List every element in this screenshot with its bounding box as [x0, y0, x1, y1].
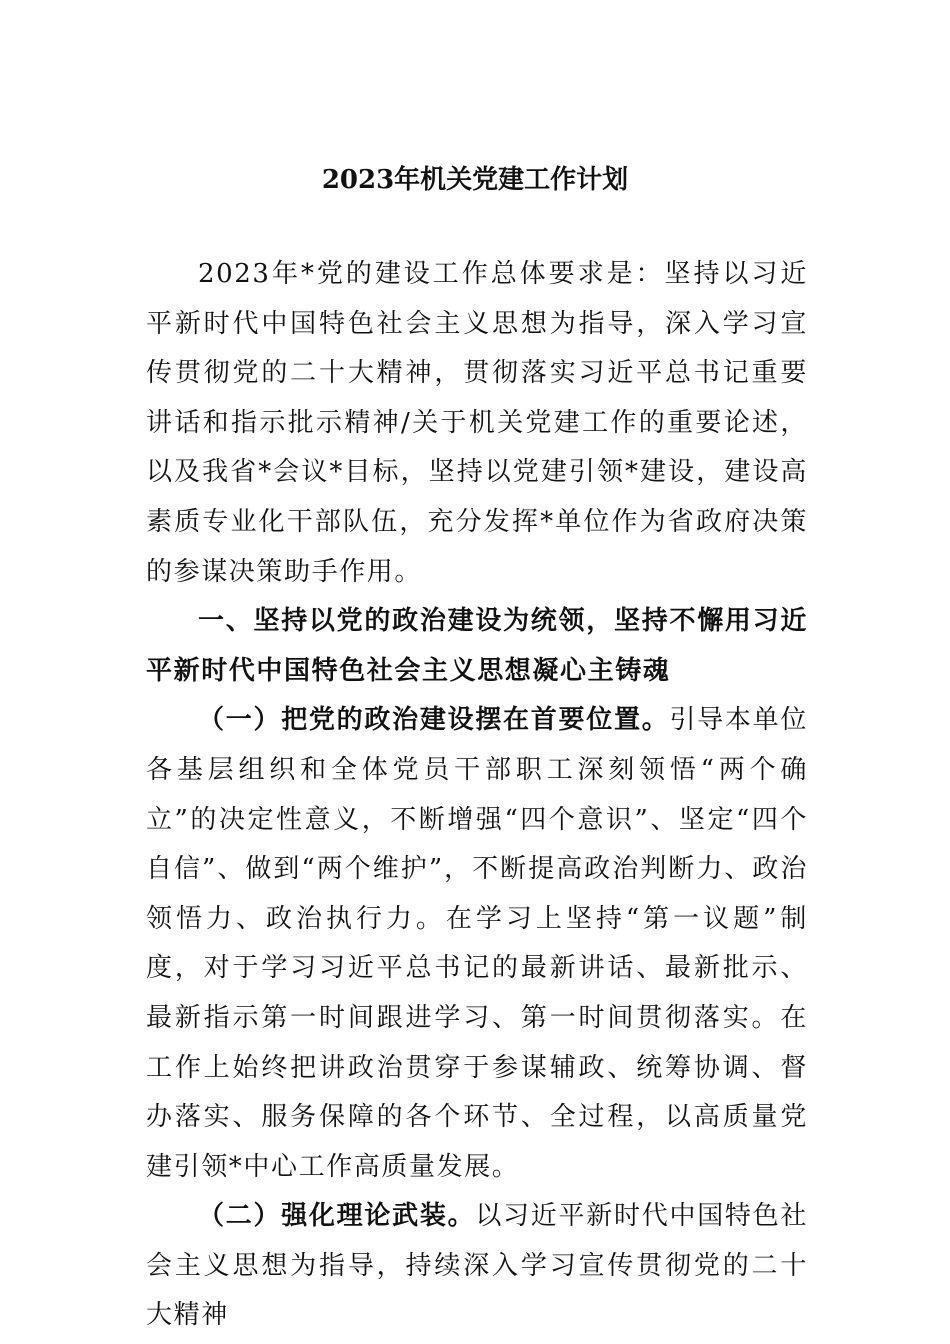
intro-paragraph: 2023年*党的建设工作总体要求是：坚持以习近平新时代中国特色社会主义思想为指导，深入学习宣传贯彻党的二十大精神，贯彻落实习近平总书记重要讲话和指示批示精神/关于机关党建工作的重要论述，以及我省*会议*目标，坚持以党建引领*建设，建设高素质专业化干部队伍，充分发挥*单位作为省政府决策的参谋决策助手作用。 [146, 259, 808, 587]
item-1-paragraph [146, 696, 808, 1192]
section-1-heading: 一、坚持以党的政治建设为统领，坚持不懈用习近平新时代中国特色社会主义思想凝心主铸魂 [146, 606, 808, 686]
document-title: 2023年机关党建工作计划 [321, 165, 629, 195]
item-2-paragraph [146, 1192, 808, 1341]
item-1-lead: （一）把党的政治建设摆在首要位置。 [198, 705, 670, 736]
item-1-body: 引导本单位各基层组织和全体党员干部职工深刻领悟“两个确立”的决定性意义，不断增强“四个意识”、坚定“四个自信”、做到“两个维护”，不断提高政治判断力、政治领悟力、政治执行力。在学习上坚持“第一议题”制度，对于学习习近平总书记的最新讲话、最新批示、最新指示第一时间跟进学习、第一时间贯彻落实。在工作上始终把讲政治贯穿于参谋辅政、统筹协调、督办落实、服务保障的各个环节、全过程，以高质量党建引领*中心工作高质量发展。 [146, 705, 808, 1182]
document-body [146, 250, 808, 1341]
item-2-body: 以习近平新时代中国特色社会主义思想为指导，持续深入学习宣传贯彻党的二十大精神 [146, 1201, 808, 1331]
item-2-lead: （二）强化理论武装。 [198, 1201, 476, 1232]
